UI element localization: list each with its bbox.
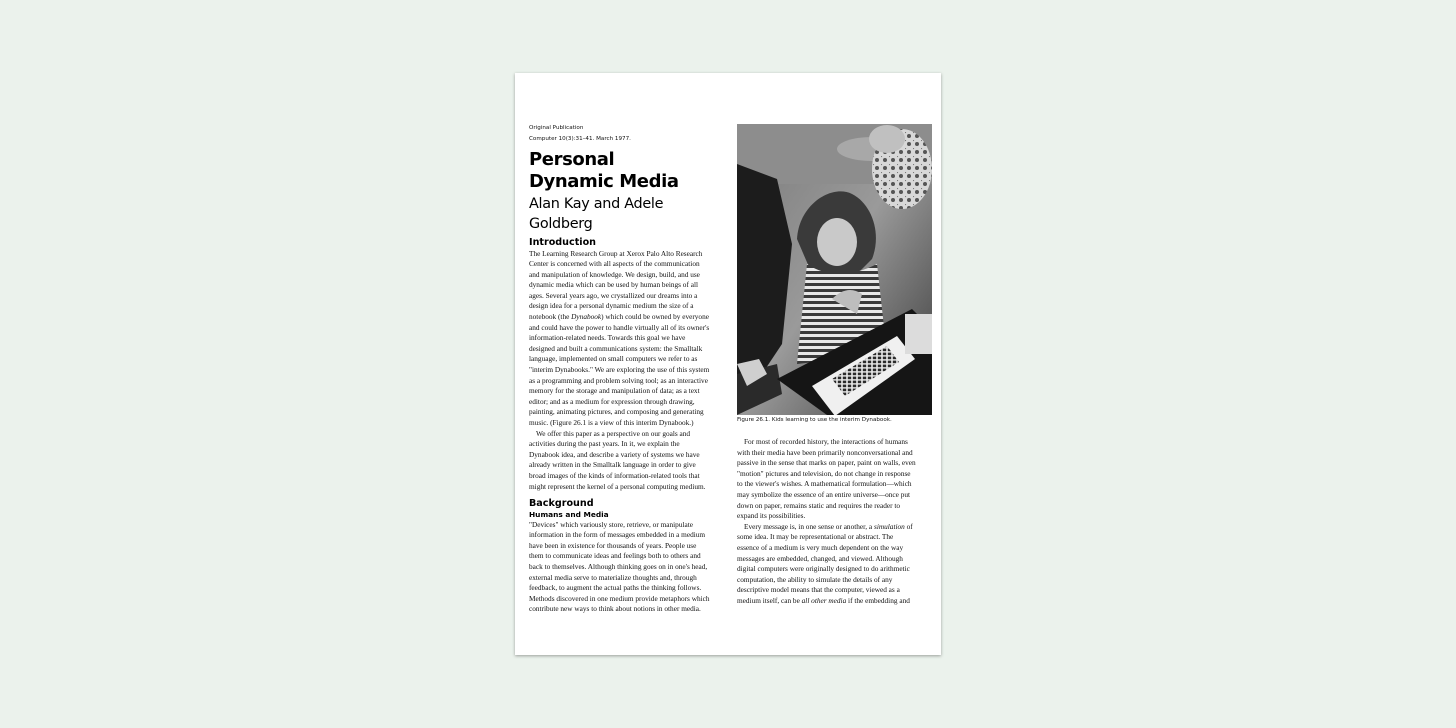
text-line: ages. Several years ago, we crystallized our dreams into a bbox=[529, 290, 698, 300]
text-line: down on paper, remains static and requires the reader to bbox=[737, 500, 901, 510]
photo-kid-at-keyboard bbox=[737, 124, 932, 415]
intro-paragraph-2 bbox=[529, 429, 723, 493]
section-heading-background: Background bbox=[529, 498, 594, 510]
text-line: memory for the storage and manipulation of data; as a text bbox=[529, 386, 700, 396]
text-line: messages are embedded, changed, and viewed. Although bbox=[737, 553, 903, 563]
figure-caption: Figure 26.1. Kids learning to use the interim Dynabook. bbox=[737, 417, 892, 423]
text-line: Methods discovered in one medium provide metaphors which bbox=[529, 593, 710, 603]
text-line: editor; and as a medium for expression through drawing, bbox=[529, 396, 695, 406]
text-line: have been in existence for thousands of years. People use bbox=[529, 540, 697, 550]
document-page bbox=[515, 73, 941, 655]
text-line: may symbolize the essence of an entire universe—once put bbox=[737, 489, 911, 499]
right-paragraph-1 bbox=[737, 437, 932, 522]
text-line: already written in the Smalltalk language in order to give bbox=[529, 460, 696, 470]
publication-info bbox=[529, 123, 723, 144]
text-line: some idea. It may be representational or abstract. The bbox=[737, 532, 894, 542]
text-line: design idea for a personal dynamic medium the size of a bbox=[529, 301, 694, 311]
right-body bbox=[737, 437, 932, 607]
text-line: "interim Dynabooks." We are exploring the use of this system bbox=[529, 365, 710, 375]
text-line: For most of recorded history, the interactions of humans bbox=[744, 437, 908, 446]
text-line: to the viewer's wishes. A mathematical formulation—which bbox=[737, 479, 912, 489]
text-line: with their media have been primarily nonconversational and bbox=[737, 447, 913, 457]
title-line-2: Dynamic Media bbox=[529, 170, 679, 192]
text-line: and could have the power to handle virtually all of its owner's bbox=[529, 322, 710, 332]
intro-body bbox=[529, 249, 723, 493]
paper-authors: Alan Kay and Adele Goldberg bbox=[529, 196, 664, 232]
text-line: Center is concerned with all aspects of the communication bbox=[529, 259, 700, 269]
title-line-1: Personal bbox=[529, 149, 615, 170]
text-line: passive in the sense that marks on paper, paint on walls, even bbox=[737, 458, 916, 468]
text-line: external media serve to materialize thoughts and, through bbox=[529, 572, 697, 582]
text-line: "Devices" which variously store, retrieve, or manipulate bbox=[529, 519, 694, 529]
paper-title bbox=[529, 149, 723, 192]
right-paragraph-2 bbox=[737, 522, 932, 607]
right-column bbox=[737, 124, 932, 607]
text-line: music. (Figure 26.1 is a view of this interim Dynabook.) bbox=[529, 418, 694, 427]
text-line: activities during the past years. In it, we explain the bbox=[529, 439, 680, 449]
text-line: digital computers were originally designed to do arithmetic bbox=[737, 564, 910, 574]
text-line: designed and built a communications system: the Smalltalk bbox=[529, 343, 703, 353]
text-line: information in the form of messages embedded in a medium bbox=[529, 530, 706, 540]
publication-label: Original Publication bbox=[529, 125, 584, 131]
text-line: descriptive model means that the computer, viewed as a bbox=[737, 585, 900, 595]
background-body bbox=[529, 520, 723, 615]
text-line: dynamic media which can be used by human beings of all bbox=[529, 280, 698, 290]
text-line: notebook (the Dynabook) which could be owned by everyone bbox=[529, 312, 709, 322]
text-line: "motion" pictures and television, do not change in response bbox=[737, 468, 911, 478]
text-line: Dynabook idea, and describe a variety of systems we have bbox=[529, 449, 700, 459]
text-line: broad images of the kinds of information-related tools that bbox=[529, 470, 700, 480]
left-column bbox=[529, 123, 723, 615]
text-line: them to communicate ideas and feelings both to others and bbox=[529, 551, 701, 561]
text-line: painting, animating pictures, and composing and generating bbox=[529, 407, 704, 417]
publication-citation: Computer 10(3):31–41. March 1977. bbox=[529, 135, 631, 142]
background-paragraph-1 bbox=[529, 520, 723, 615]
text-line: expand its possibilities. bbox=[737, 511, 806, 521]
text-line: information-related needs. Towards this goal we have bbox=[529, 333, 686, 343]
subsection-heading-humans-and-media: Humans and Media bbox=[529, 509, 609, 519]
text-line: essence of a medium is very much dependent on the way bbox=[737, 542, 904, 552]
text-line: Every message is, in one sense or another, a simulation of bbox=[744, 521, 913, 531]
text-line: language, implemented on small computers we refer to as bbox=[529, 354, 698, 364]
intro-paragraph-1 bbox=[529, 249, 723, 429]
text-line: contribute new ways to think about notions in other media. bbox=[529, 604, 701, 614]
text-line: The Learning Research Group at Xerox Palo Alto Research bbox=[529, 248, 703, 258]
text-line: might represent the kernel of a personal computing medium. bbox=[529, 481, 706, 491]
text-line: computation, the ability to simulate the details of any bbox=[737, 574, 893, 584]
text-line: feedback, to augment the actual paths the thinking follows. bbox=[529, 583, 702, 593]
text-line: We offer this paper as a perspective on our goals and bbox=[536, 428, 691, 438]
text-line: medium itself, can be all other media if the embedding and bbox=[737, 595, 910, 605]
text-line: as a programming and problem solving tool; as an interactive bbox=[529, 375, 708, 385]
section-heading-introduction: Introduction bbox=[529, 237, 596, 248]
text-line: back to themselves. Although thinking goes on in one's head, bbox=[529, 562, 708, 572]
text-line: and manipulation of knowledge. We design, build, and use bbox=[529, 269, 700, 279]
